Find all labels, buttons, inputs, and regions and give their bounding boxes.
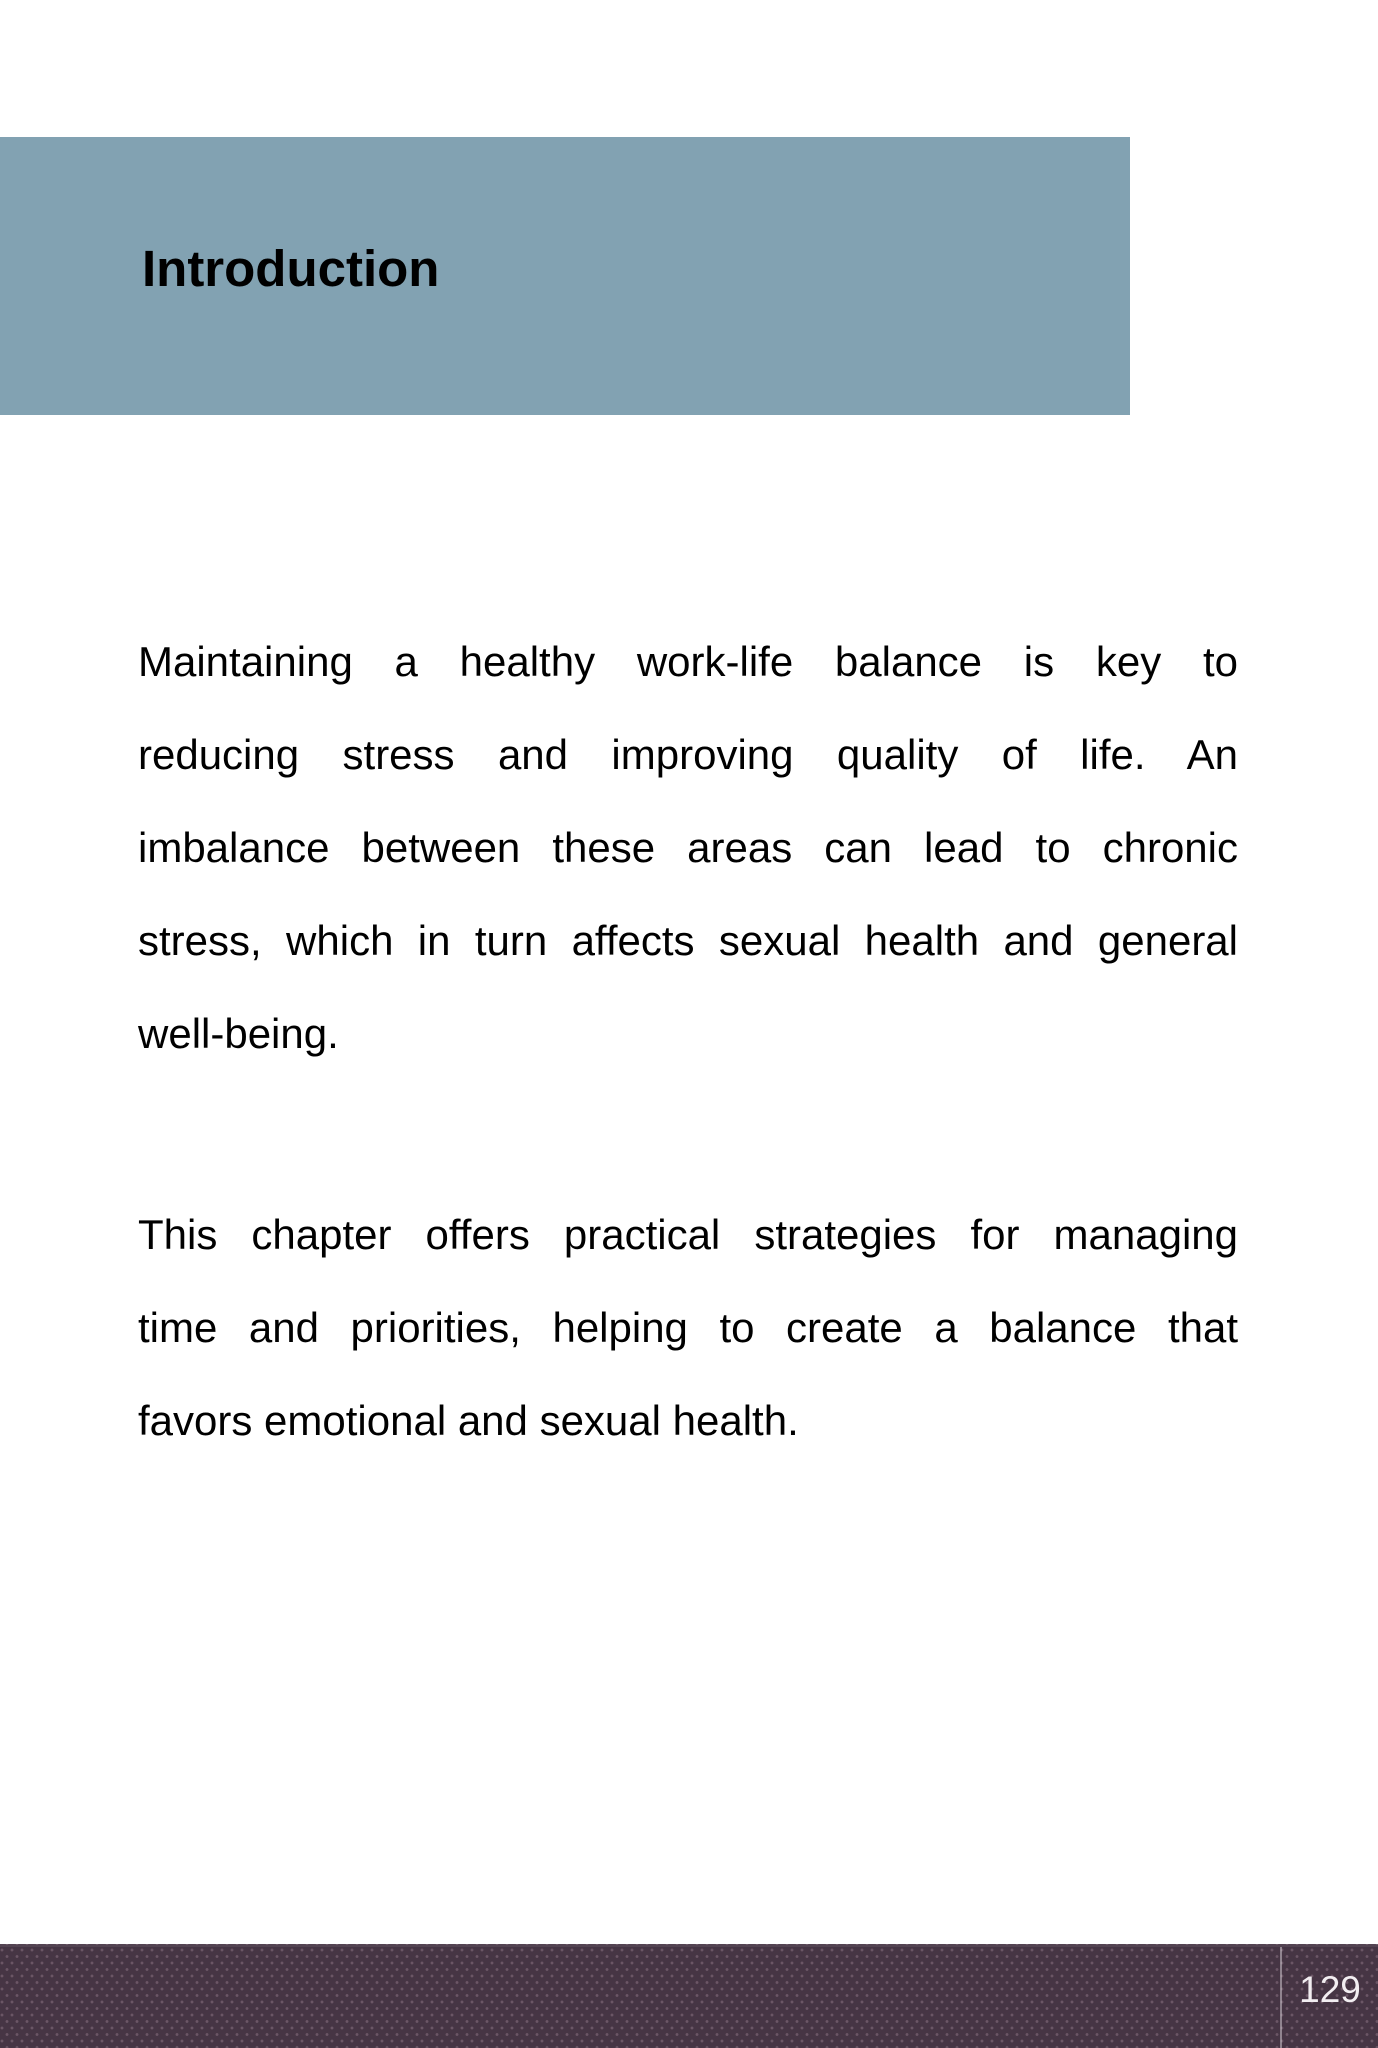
page-number: 129 (1299, 1969, 1361, 2010)
text-line: stress, which in turn affects sexual health and general (138, 917, 1238, 964)
body-paragraph-2 (138, 1188, 1238, 1467)
footer-bar (0, 1944, 1378, 2048)
body-paragraph-1 (138, 615, 1238, 1080)
section-title: Introduction (142, 239, 440, 297)
text-line: favors emotional and sexual health. (138, 1397, 799, 1444)
chapter-header-band (0, 137, 1130, 415)
text-line: time and priorities, helping to create a balance that (138, 1304, 1238, 1351)
text-line: imbalance between these areas can lead to chronic (138, 824, 1238, 871)
text-line: reducing stress and improving quality of life. An (138, 731, 1238, 778)
text-line: well-being. (138, 1010, 339, 1057)
text-line: This chapter offers practical strategies for managing (138, 1211, 1238, 1258)
text-line: Maintaining a healthy work-life balance is key to (138, 638, 1238, 685)
